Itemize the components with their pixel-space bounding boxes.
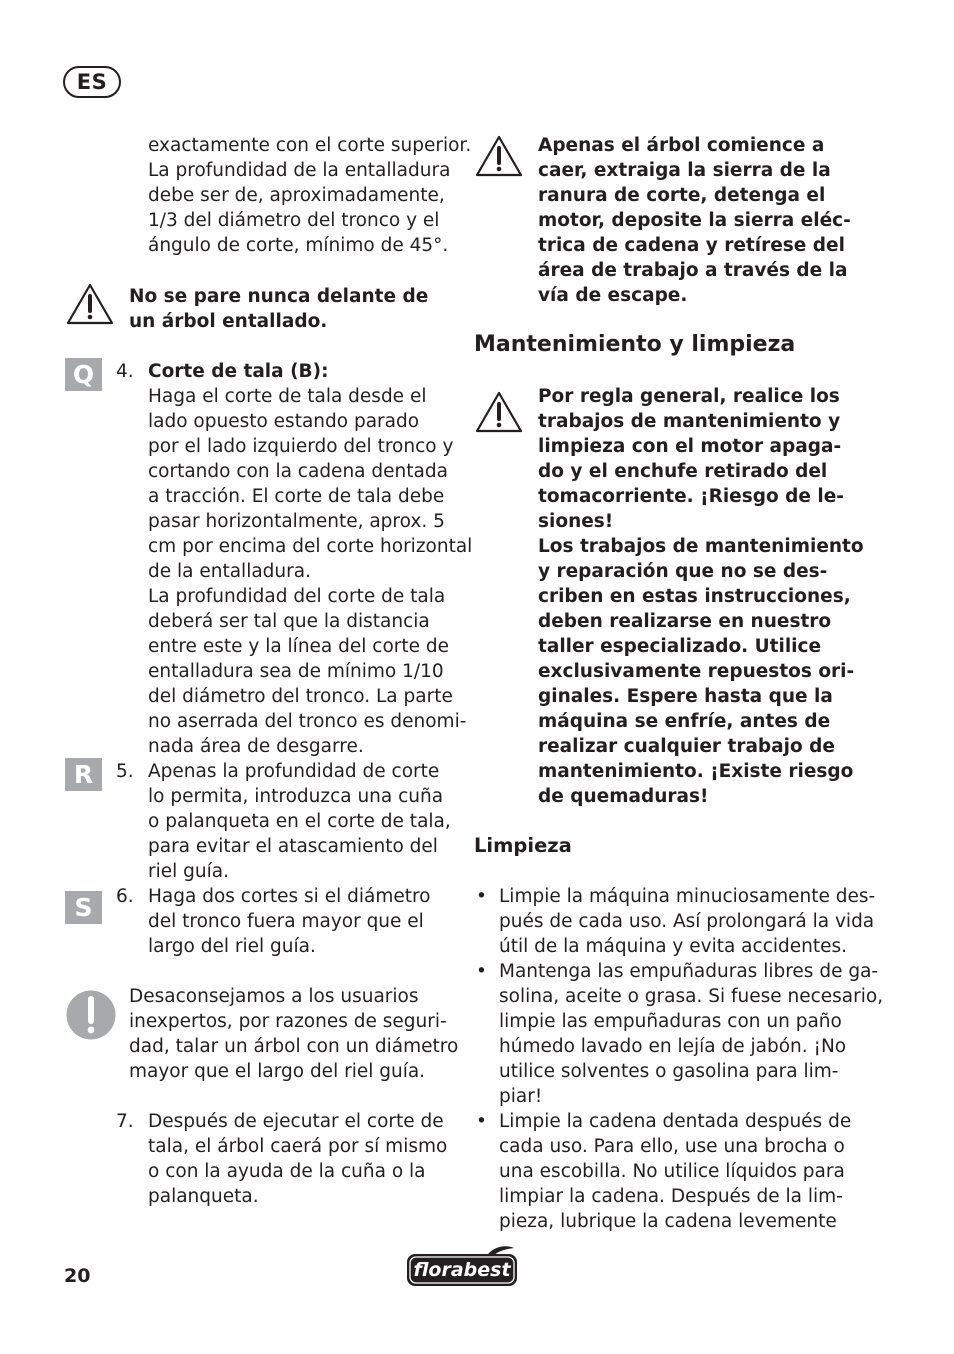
text-line: Limpie la máquina minuciosamente des- <box>499 886 876 907</box>
text-line: ángulo de corte, mínimo de 45°. <box>148 235 449 256</box>
text-line: pieza, lubrique la cadena levemente <box>499 1211 837 1232</box>
text-line: trabajos de mantenimiento y <box>538 411 841 432</box>
text-line: taller especializado. Utilice <box>538 636 822 657</box>
text-line: lo permita, introduzca una cuña <box>148 786 444 807</box>
text-line: trica de cadena y retírese del <box>538 235 845 256</box>
page-number: 20 <box>64 1265 91 1287</box>
figure-ref-s: S <box>65 891 102 924</box>
text-line: pués de cada uso. Así prolongará la vida <box>499 911 875 932</box>
brand-logo <box>404 1245 520 1289</box>
text-line: por el lado izquierdo del tronco y <box>148 436 454 457</box>
text-line: limpieza con el motor apaga- <box>538 436 842 457</box>
step-number: 7. <box>116 1111 134 1132</box>
text-line: Los trabajos de mantenimiento <box>538 536 864 557</box>
text-line: tala, el árbol caerá por sí mismo <box>148 1136 448 1157</box>
list-item <box>499 959 883 1109</box>
text-line: y reparación que no se des- <box>538 561 828 582</box>
text-line: ranura de corte, detenga el <box>538 185 826 206</box>
text-line: deben realizarse en nuestro <box>538 611 832 632</box>
text-line: del tronco fuera mayor que el <box>148 911 424 932</box>
text-line: cada uso. Para ello, use una brocha o <box>499 1136 845 1157</box>
bullet-marker: • <box>476 1111 487 1132</box>
step-number: 6. <box>116 886 134 907</box>
text-line: palanqueta. <box>148 1186 259 1207</box>
text-line: do y el enchufe retirado del <box>538 461 828 482</box>
step-4-text <box>148 359 472 759</box>
warning-text-maintenance <box>538 384 864 809</box>
text-line: útil de la máquina y evita accidentes. <box>499 936 848 957</box>
text-line: húmedo lavado en lejía de jabón. ¡No <box>499 1036 847 1057</box>
bullet-marker: • <box>476 886 487 907</box>
warning-text-standing <box>129 284 428 334</box>
text-line: La profundidad del corte de tala <box>148 586 446 607</box>
text-line: cm por encima del corte horizontal <box>148 536 473 557</box>
text-line: exclusivamente repuestos ori- <box>538 661 855 682</box>
text-line: Mantenga las empuñaduras libres de ga- <box>499 961 879 982</box>
text-line: utilice solventes o gasolina para lim- <box>499 1061 839 1082</box>
text-line: un árbol entallado. <box>129 311 328 332</box>
text-line: Haga el corte de tala desde el <box>148 386 427 407</box>
text-line: una escobilla. No utilice líquidos para <box>499 1161 845 1182</box>
text-line: Haga dos cortes si el diámetro <box>148 886 431 907</box>
text-line: mantenimiento. ¡Existe riesgo <box>538 761 854 782</box>
text-line: pasar horizontalmente, aprox. 5 <box>148 511 445 532</box>
warning-text-falling-tree <box>538 133 851 308</box>
text-line: vía de escape. <box>538 285 688 306</box>
text-line: riel guía. <box>148 861 229 882</box>
text-line: entre este y la línea del corte de <box>148 636 450 657</box>
bullet-marker: • <box>476 961 487 982</box>
text-line: mayor que el largo del riel guía. <box>129 1061 426 1082</box>
figure-ref-q: Q <box>65 358 102 391</box>
logo-text: florabest <box>413 1259 511 1281</box>
text-line: de quemaduras! <box>538 786 709 807</box>
step-7-text <box>148 1109 447 1209</box>
text-line: dad, talar un árbol con un diámetro <box>129 1036 459 1057</box>
text-line: solina, aceite o grasa. Si fuese necesario, <box>499 986 884 1007</box>
text-line: limpiar la cadena. Después de la lim- <box>499 1186 843 1207</box>
text-line: largo del riel guía. <box>148 936 316 957</box>
text-line: área de trabajo a través de la <box>538 260 848 281</box>
text-line: del diámetro del tronco. La parte <box>148 686 453 707</box>
text-line: o palanqueta en el corte de tala, <box>148 811 451 832</box>
text-line: tomacorriente. ¡Riesgo de le- <box>538 486 844 507</box>
text-line: nada área de desgarre. <box>148 736 364 757</box>
text-line: motor, deposite la sierra eléc- <box>538 210 851 231</box>
text-line: ginales. Espere hasta que la <box>538 686 833 707</box>
text-line: Desaconsejamos a los usuarios <box>129 986 419 1007</box>
text-line: Por regla general, realice los <box>538 386 840 407</box>
text-line: de la entalladura. <box>148 561 311 582</box>
text-line: deberá ser tal que la distancia <box>148 611 430 632</box>
step-title: Corte de tala (B): <box>148 361 329 382</box>
text-line: lado opuesto estando parado <box>148 411 420 432</box>
text-line: no aserrada del tronco es denomi- <box>148 711 467 732</box>
intro-paragraph <box>148 133 471 258</box>
text-line: piar! <box>499 1086 543 1107</box>
text-line: Apenas el árbol comience a <box>538 135 825 156</box>
text-line: a tracción. El corte de tala debe <box>148 486 445 507</box>
step-number: 5. <box>116 761 134 782</box>
language-badge: ES <box>63 66 121 98</box>
text-line: Limpie la cadena dentada después de <box>499 1111 852 1132</box>
text-line: debe ser de, aproximadamente, <box>148 185 445 206</box>
text-line: inexpertos, por razones de seguri- <box>129 1011 447 1032</box>
text-line: máquina se enfríe, antes de <box>538 711 831 732</box>
list-item <box>499 884 875 959</box>
text-line: Después de ejecutar el corte de <box>148 1111 444 1132</box>
subsection-heading: Limpieza <box>474 834 572 857</box>
text-line: caer, extraiga la sierra de la <box>538 160 831 181</box>
text-line: para evitar el atascamiento del <box>148 836 438 857</box>
section-heading: Mantenimiento y limpieza <box>474 332 796 357</box>
text-line: 1/3 del diámetro del tronco y el <box>148 210 440 231</box>
text-line: exactamente con el corte superior. <box>148 135 472 156</box>
warning-triangle-icon <box>65 282 115 326</box>
text-line: cortando con la cadena dentada <box>148 461 448 482</box>
text-line: o con la ayuda de la cuña o la <box>148 1161 426 1182</box>
text-line: La profundidad de la entalladura <box>148 160 451 181</box>
text-line: realizar cualquier trabajo de <box>538 736 835 757</box>
list-item <box>499 1109 851 1234</box>
text-line: limpie las empuñaduras con un paño <box>499 1011 842 1032</box>
notice-text <box>129 984 458 1084</box>
exclamation-circle-icon <box>66 990 116 1040</box>
text-line: criben en estas instrucciones, <box>538 586 851 607</box>
text-line: siones! <box>538 511 614 532</box>
text-line: No se pare nunca delante de <box>129 286 429 307</box>
step-5-text <box>148 759 451 884</box>
warning-triangle-icon <box>474 134 524 178</box>
text-line: Apenas la profundidad de corte <box>148 761 440 782</box>
figure-ref-r: R <box>65 758 102 791</box>
step-number: 4. <box>116 361 134 382</box>
text-line: entalladura sea de mínimo 1/10 <box>148 661 444 682</box>
step-6-text <box>148 884 431 959</box>
warning-triangle-icon <box>474 390 524 434</box>
